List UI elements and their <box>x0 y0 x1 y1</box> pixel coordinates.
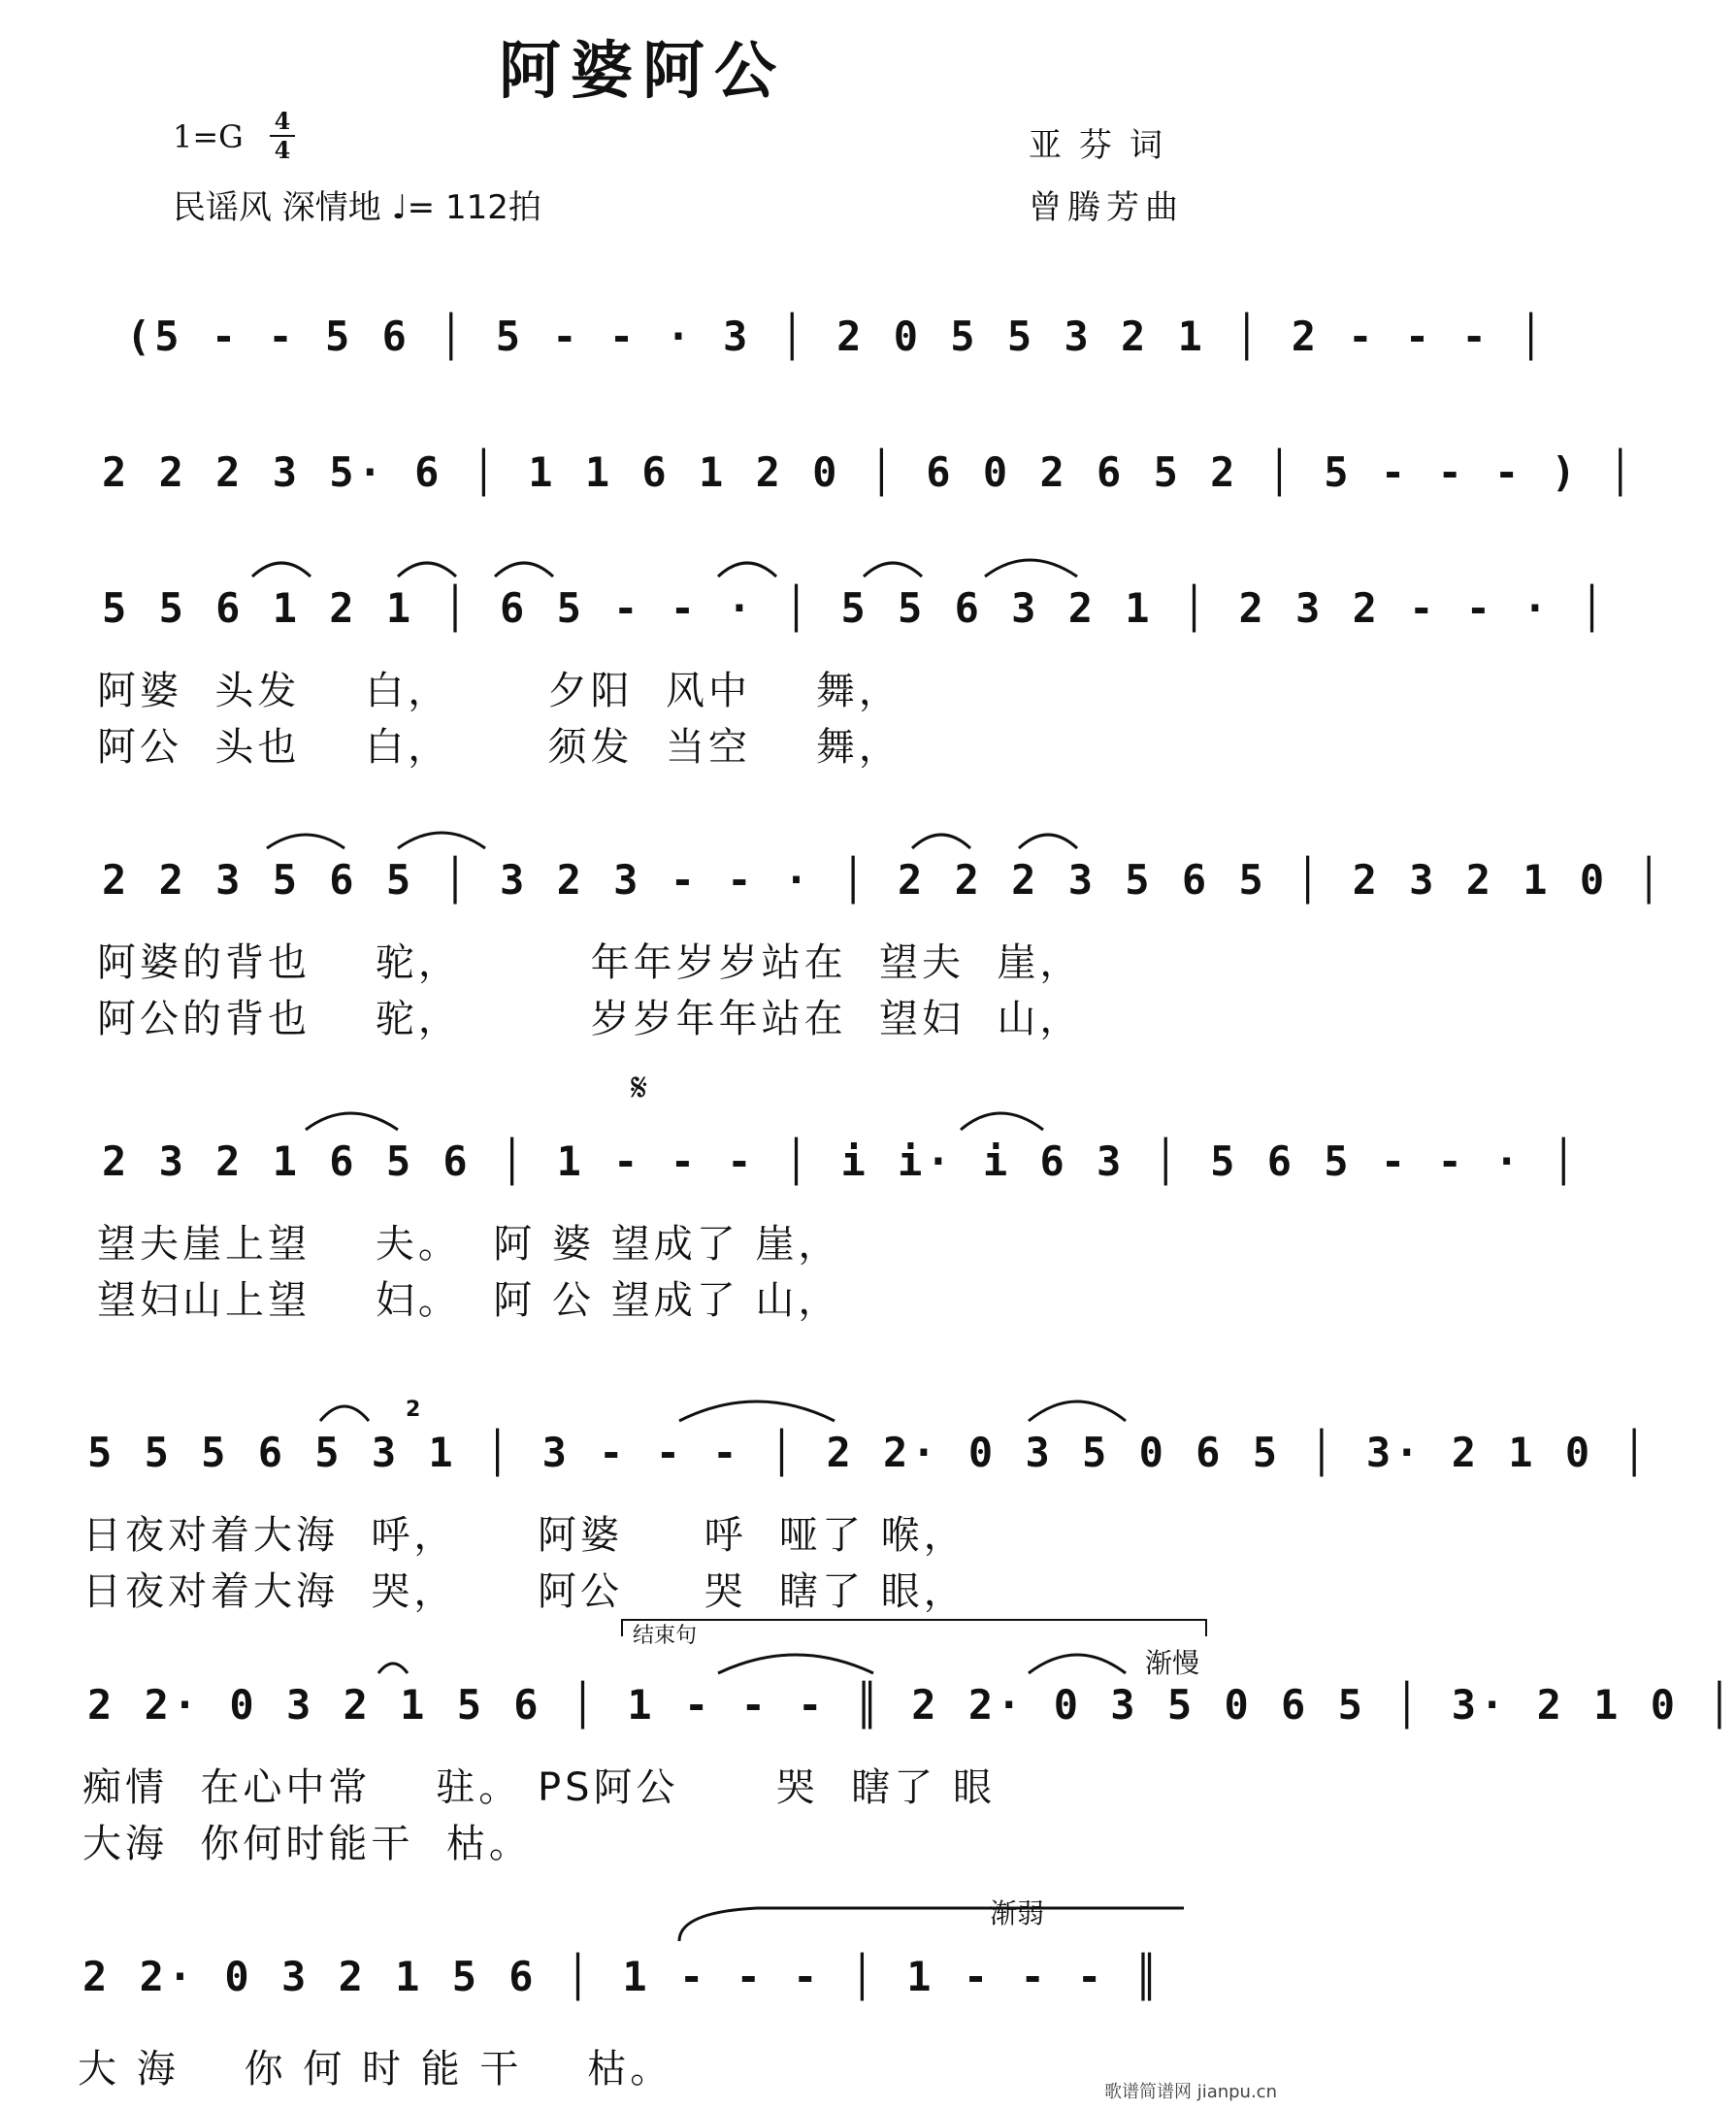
notes-line: 5 5 6 1 2 1 │ 6 5 - - · │ 5 5 6 3 2 1 │ 2 3 2 - - · │ <box>102 584 1609 632</box>
time-signature <box>270 109 295 163</box>
end-phrase-label: 结束句 <box>633 1624 698 1648</box>
lyric-verse-2: 阿公 头也 白， 须发 当空 舞， <box>97 725 901 770</box>
notes-line: (5 - - 5 6 │ 5 - - · 3 │ 2 0 5 5 3 2 1 │ 2 - - - │ <box>126 313 1548 360</box>
lyric-verse-2: 大海 你何时能干 枯。 <box>82 1822 532 1866</box>
song-title: 阿婆阿公 <box>499 36 786 108</box>
watermark: 歌谱简谱网 jianpu.cn <box>1103 2082 1277 2102</box>
lyric-verse-1: 日夜对着大海 呼， 阿婆 呼 哑了 喉， <box>82 1513 966 1558</box>
notes-line: 5 5 5 6 5 3 1 │ 3 - - - │ 2 2· 0 3 5 0 6 5 │ 3· 2 1 0 │ <box>87 1429 1651 1476</box>
second-ending-number: 2 <box>406 1398 421 1422</box>
slurs <box>97 544 1261 582</box>
lyric-verse-1: 痴情 在心中常 驻。 PS阿公 哭 瞎了 眼 <box>82 1765 996 1810</box>
lyric-verse-1: 阿婆 头发 白， 夕阳 风中 舞， <box>97 669 901 713</box>
slurs <box>97 1378 1261 1427</box>
notes-line: 2 2 3 5 6 5 │ 3 2 3 - - · │ 2 2 2 3 5 6 5 │ 2 3 2 1 0 │ <box>102 856 1665 904</box>
segno-sign: 𝄋 <box>631 1066 648 1110</box>
lyric-verse-1: 阿婆的背也 驼， 年年岁岁站在 望夫 崖， <box>97 940 1083 985</box>
lyric-verse-1: 大 海 你 何 时 能 干 枯。 <box>78 2047 673 2092</box>
lyric-verse-2: 望妇山上望 妇。 阿 公 望成了 山， <box>97 1278 841 1323</box>
time-top: 4 <box>274 107 291 135</box>
slurs <box>582 1893 1261 1951</box>
lyric-verse-2: 日夜对着大海 哭， 阿公 哭 瞎了 眼， <box>82 1569 966 1614</box>
notes-line: 2 2· 0 3 2 1 5 6 │ 1 - - - ║ 2 2· 0 3 5 0 6 5 │ 3· 2 1 0 │ <box>87 1681 1736 1729</box>
notes-line: 2 3 2 1 6 5 6 │ 1 - - - │ i i· i 6 3 │ 5 6 5 - - · │ <box>102 1137 1580 1185</box>
end-phrase-bracket <box>621 1619 1207 1636</box>
slurs <box>97 1640 1261 1679</box>
slurs <box>97 1097 1261 1136</box>
diminuendo-mark: 渐弱 <box>990 1897 1045 1929</box>
notes-line: 2 2 2 3 5· 6 │ 1 1 6 1 2 0 │ 6 0 2 6 5 2 │ 5 - - - ) │ <box>102 448 1637 496</box>
notes-line: 2 2· 0 3 2 1 5 6 │ 1 - - - │ 1 - - - ║ <box>82 1953 1163 2000</box>
composer-credit: 曾腾芳曲 <box>1029 188 1184 227</box>
time-bottom: 4 <box>274 136 291 164</box>
lyricist-credit: 亚芬词 <box>1029 126 1180 165</box>
key-signature: 1=G <box>173 118 244 155</box>
tempo-marking: 民谣风 深情地 ♩= 112拍 <box>173 188 541 227</box>
lyric-verse-2: 阿公的背也 驼， 岁岁年年站在 望妇 山， <box>97 997 1083 1041</box>
lyric-verse-1: 望夫崖上望 夫。 阿 婆 望成了 崖， <box>97 1222 841 1267</box>
ritardando-mark: 渐慢 <box>1145 1647 1200 1679</box>
slurs <box>97 815 1261 854</box>
